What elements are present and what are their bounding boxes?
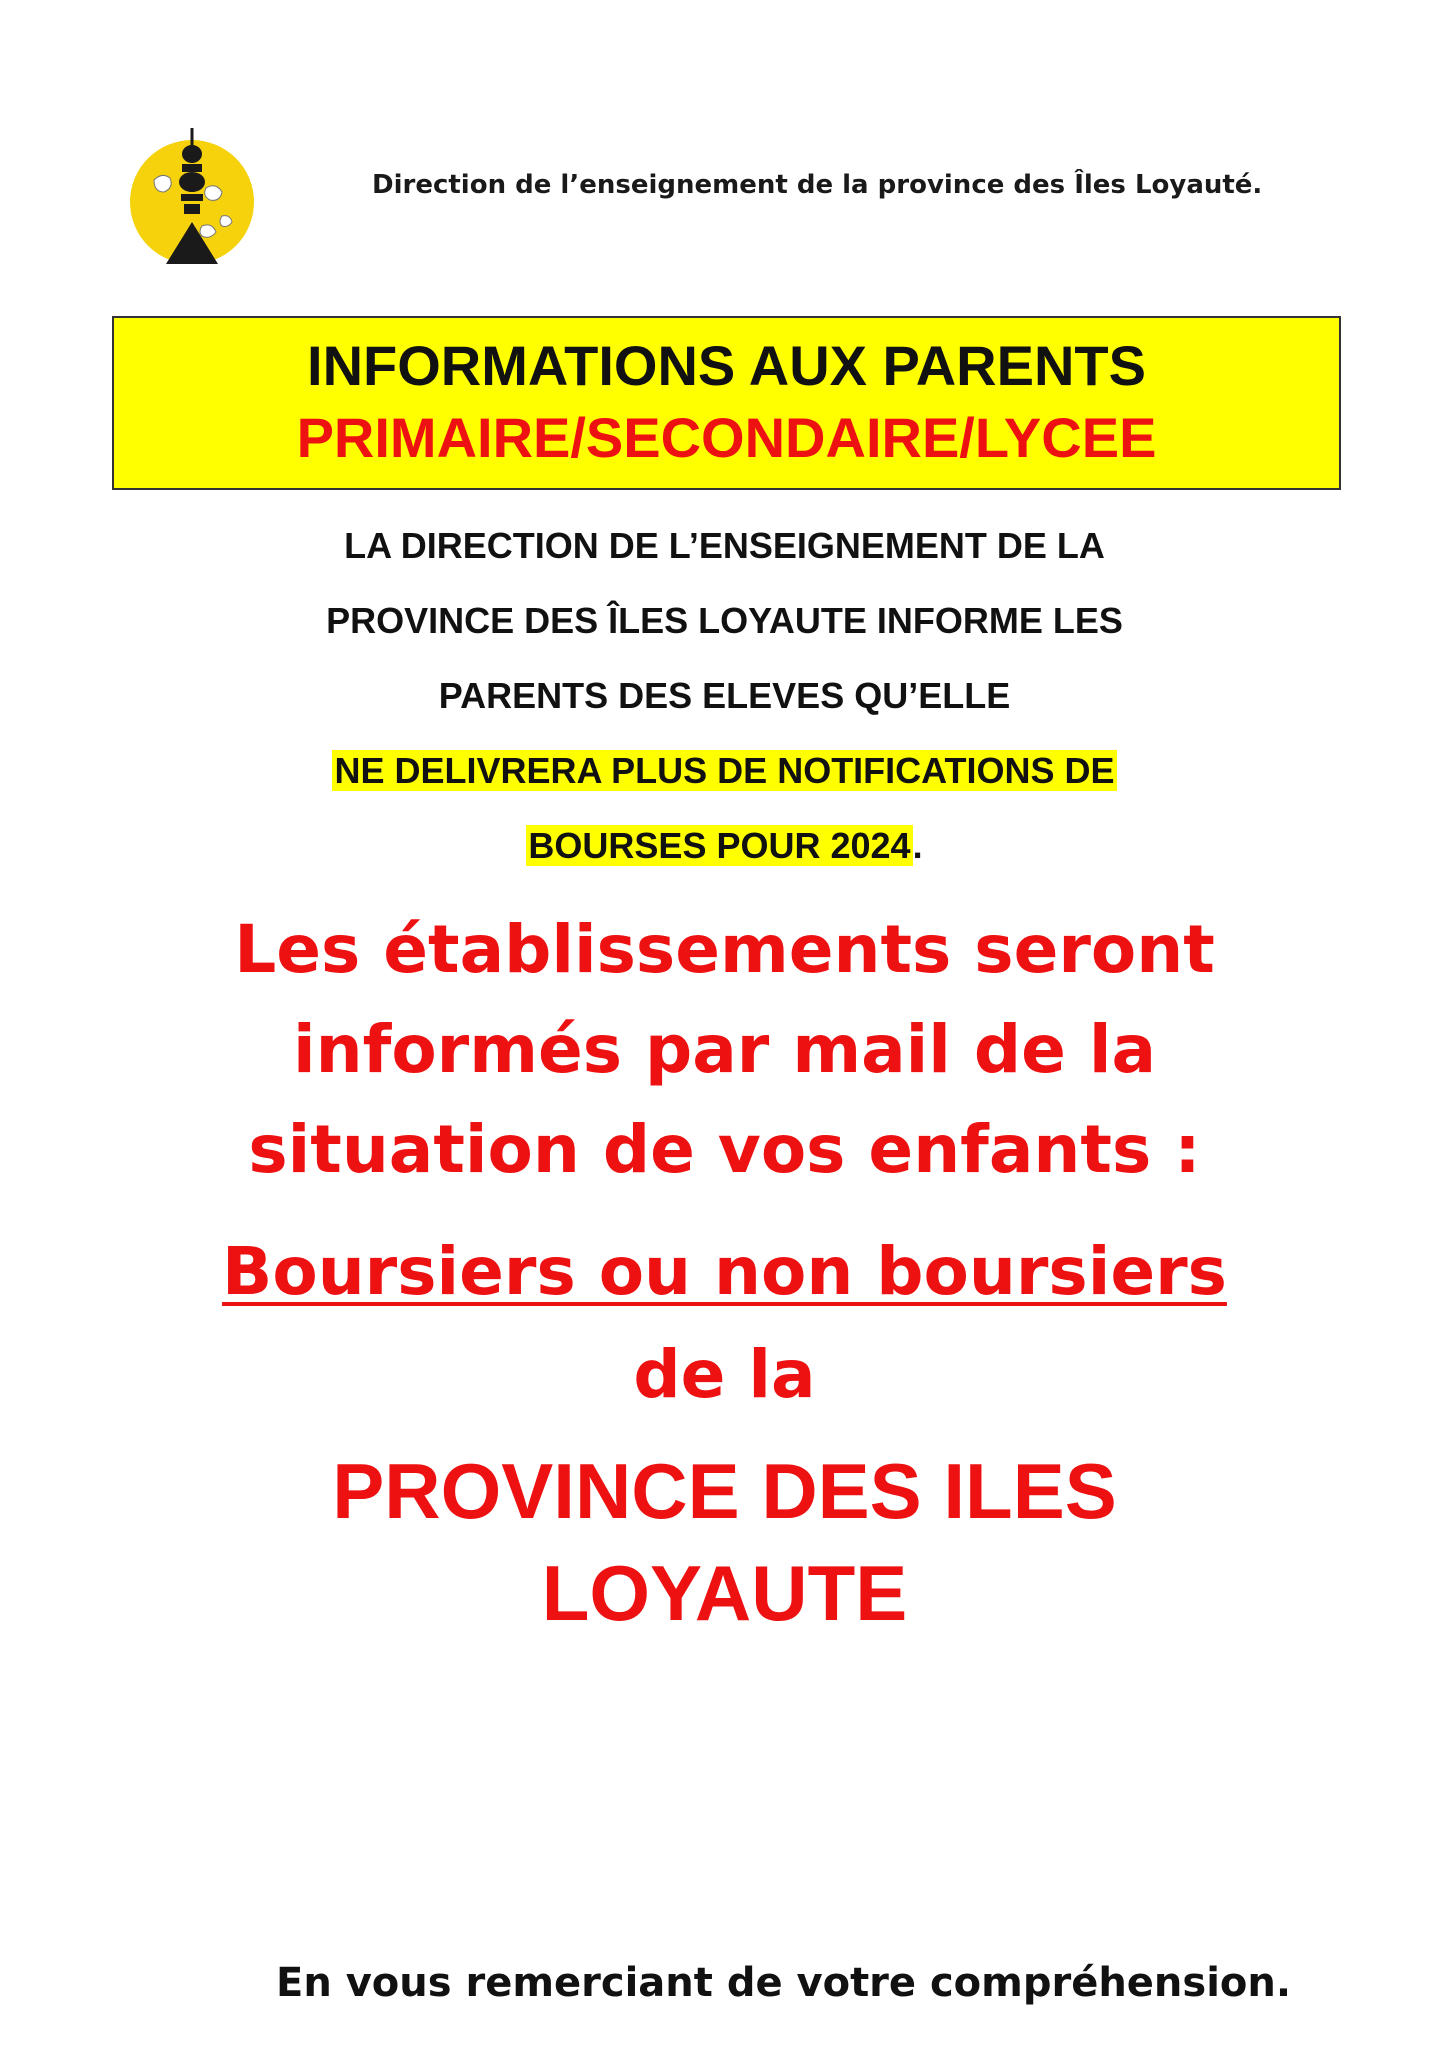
main-message [0,900,1449,1200]
intro-line-highlighted [0,808,1449,883]
highlighted-text: BOURSES POUR 2024 [528,825,911,866]
intro-line-tail: . [912,825,923,866]
main-message-line: informés par mail de la [293,1011,1156,1088]
intro-paragraph [0,508,1449,883]
province-logo [126,128,258,268]
highlighted-text: NE DELIVRERA PLUS DE NOTIFICATIONS DE [334,750,1115,791]
status-de-la: de la [633,1336,816,1413]
intro-line: LA DIRECTION DE L’ENSEIGNEMENT DE LA [344,525,1105,566]
title-heading: INFORMATIONS AUX PARENTS [307,334,1146,397]
title-subheading: PRIMAIRE/SECONDAIRE/LYCEE [296,406,1157,469]
status-underlined-text: Boursiers ou non boursiers [222,1233,1227,1310]
title-box [112,316,1341,490]
footer-thanks: En vous remerciant de votre compréhension. [276,1960,1292,2006]
province-line: LOYAUTE [541,1549,908,1637]
province-name [0,1440,1449,1644]
main-message-line: situation de vos enfants : [248,1111,1201,1188]
intro-line-highlighted [0,733,1449,808]
province-line: PROVINCE DES ILES [332,1447,1117,1535]
main-message-line: Les établissements seront [234,911,1215,988]
status-underlined-line [0,1222,1449,1322]
header-direction-text: Direction de l’enseignement de la province des Îles Loyauté. [372,170,1263,200]
province-iles-loyaute-emblem-icon [126,128,258,268]
intro-line: PARENTS DES ELEVES QU’ELLE [438,675,1011,716]
intro-line: PROVINCE DES ÎLES LOYAUTE INFORME LES [326,600,1123,641]
